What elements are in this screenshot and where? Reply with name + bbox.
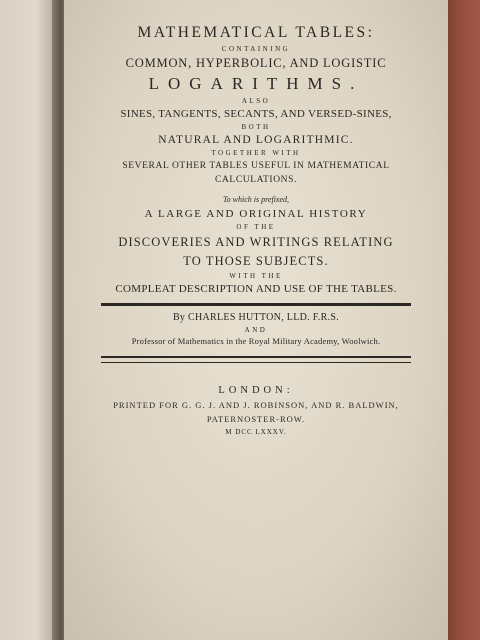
several-tables-line: SEVERAL OTHER TABLES USEFUL IN MATHEMATICAL: [122, 161, 390, 171]
history-line: A LARGE AND ORIGINAL HISTORY: [144, 208, 368, 220]
and-text: AND: [244, 326, 268, 334]
compleat-line: COMPLEAT DESCRIPTION AND USE OF THE TABLES.: [115, 283, 397, 295]
of-the-text: OF THE: [236, 223, 276, 231]
book-title: MATHEMATICAL TABLES:: [137, 24, 375, 41]
with-the-text: WITH THE: [229, 272, 283, 280]
divider-rule: [101, 303, 411, 306]
discoveries-line: DISCOVERIES AND WRITINGS RELATING: [118, 235, 394, 249]
professor-line: Professor of Mathematics in the Royal Military Academy, Woolwich.: [131, 336, 381, 346]
also-text: ALSO: [241, 97, 271, 105]
publication-year: M DCC LXXXV.: [225, 428, 287, 436]
subjects-line: TO THOSE SUBJECTS.: [183, 254, 329, 268]
logarithm-types: COMMON, HYPERBOLIC, AND LOGISTIC: [125, 56, 387, 70]
natural-line: NATURAL AND LOGARITHMIC.: [158, 134, 354, 146]
logarithms-heading: LOGARITHMS.: [148, 74, 364, 93]
title-page: [64, 0, 448, 640]
left-page: [0, 0, 60, 640]
containing-text: CONTAINING: [221, 45, 291, 53]
prefixed-text: To which is prefixed,: [222, 195, 290, 204]
london-text: LONDON:: [218, 385, 294, 396]
double-divider-rule: [101, 356, 411, 363]
paternoster-line: PATERNOSTER-ROW.: [206, 414, 306, 424]
together-with-text: TOGETHER WITH: [211, 149, 301, 157]
author-line: By CHARLES HUTTON, LLD. F.R.S.: [172, 312, 340, 323]
sines-line: SINES, TANGENTS, SECANTS, AND VERSED-SINES,: [120, 108, 392, 120]
both-text: BOTH: [241, 123, 271, 131]
calculations-line: CALCULATIONS.: [215, 175, 297, 185]
printer-line: PRINTED FOR G. G. J. AND J. ROBINSON, AND R. BALDWIN,: [113, 400, 399, 410]
